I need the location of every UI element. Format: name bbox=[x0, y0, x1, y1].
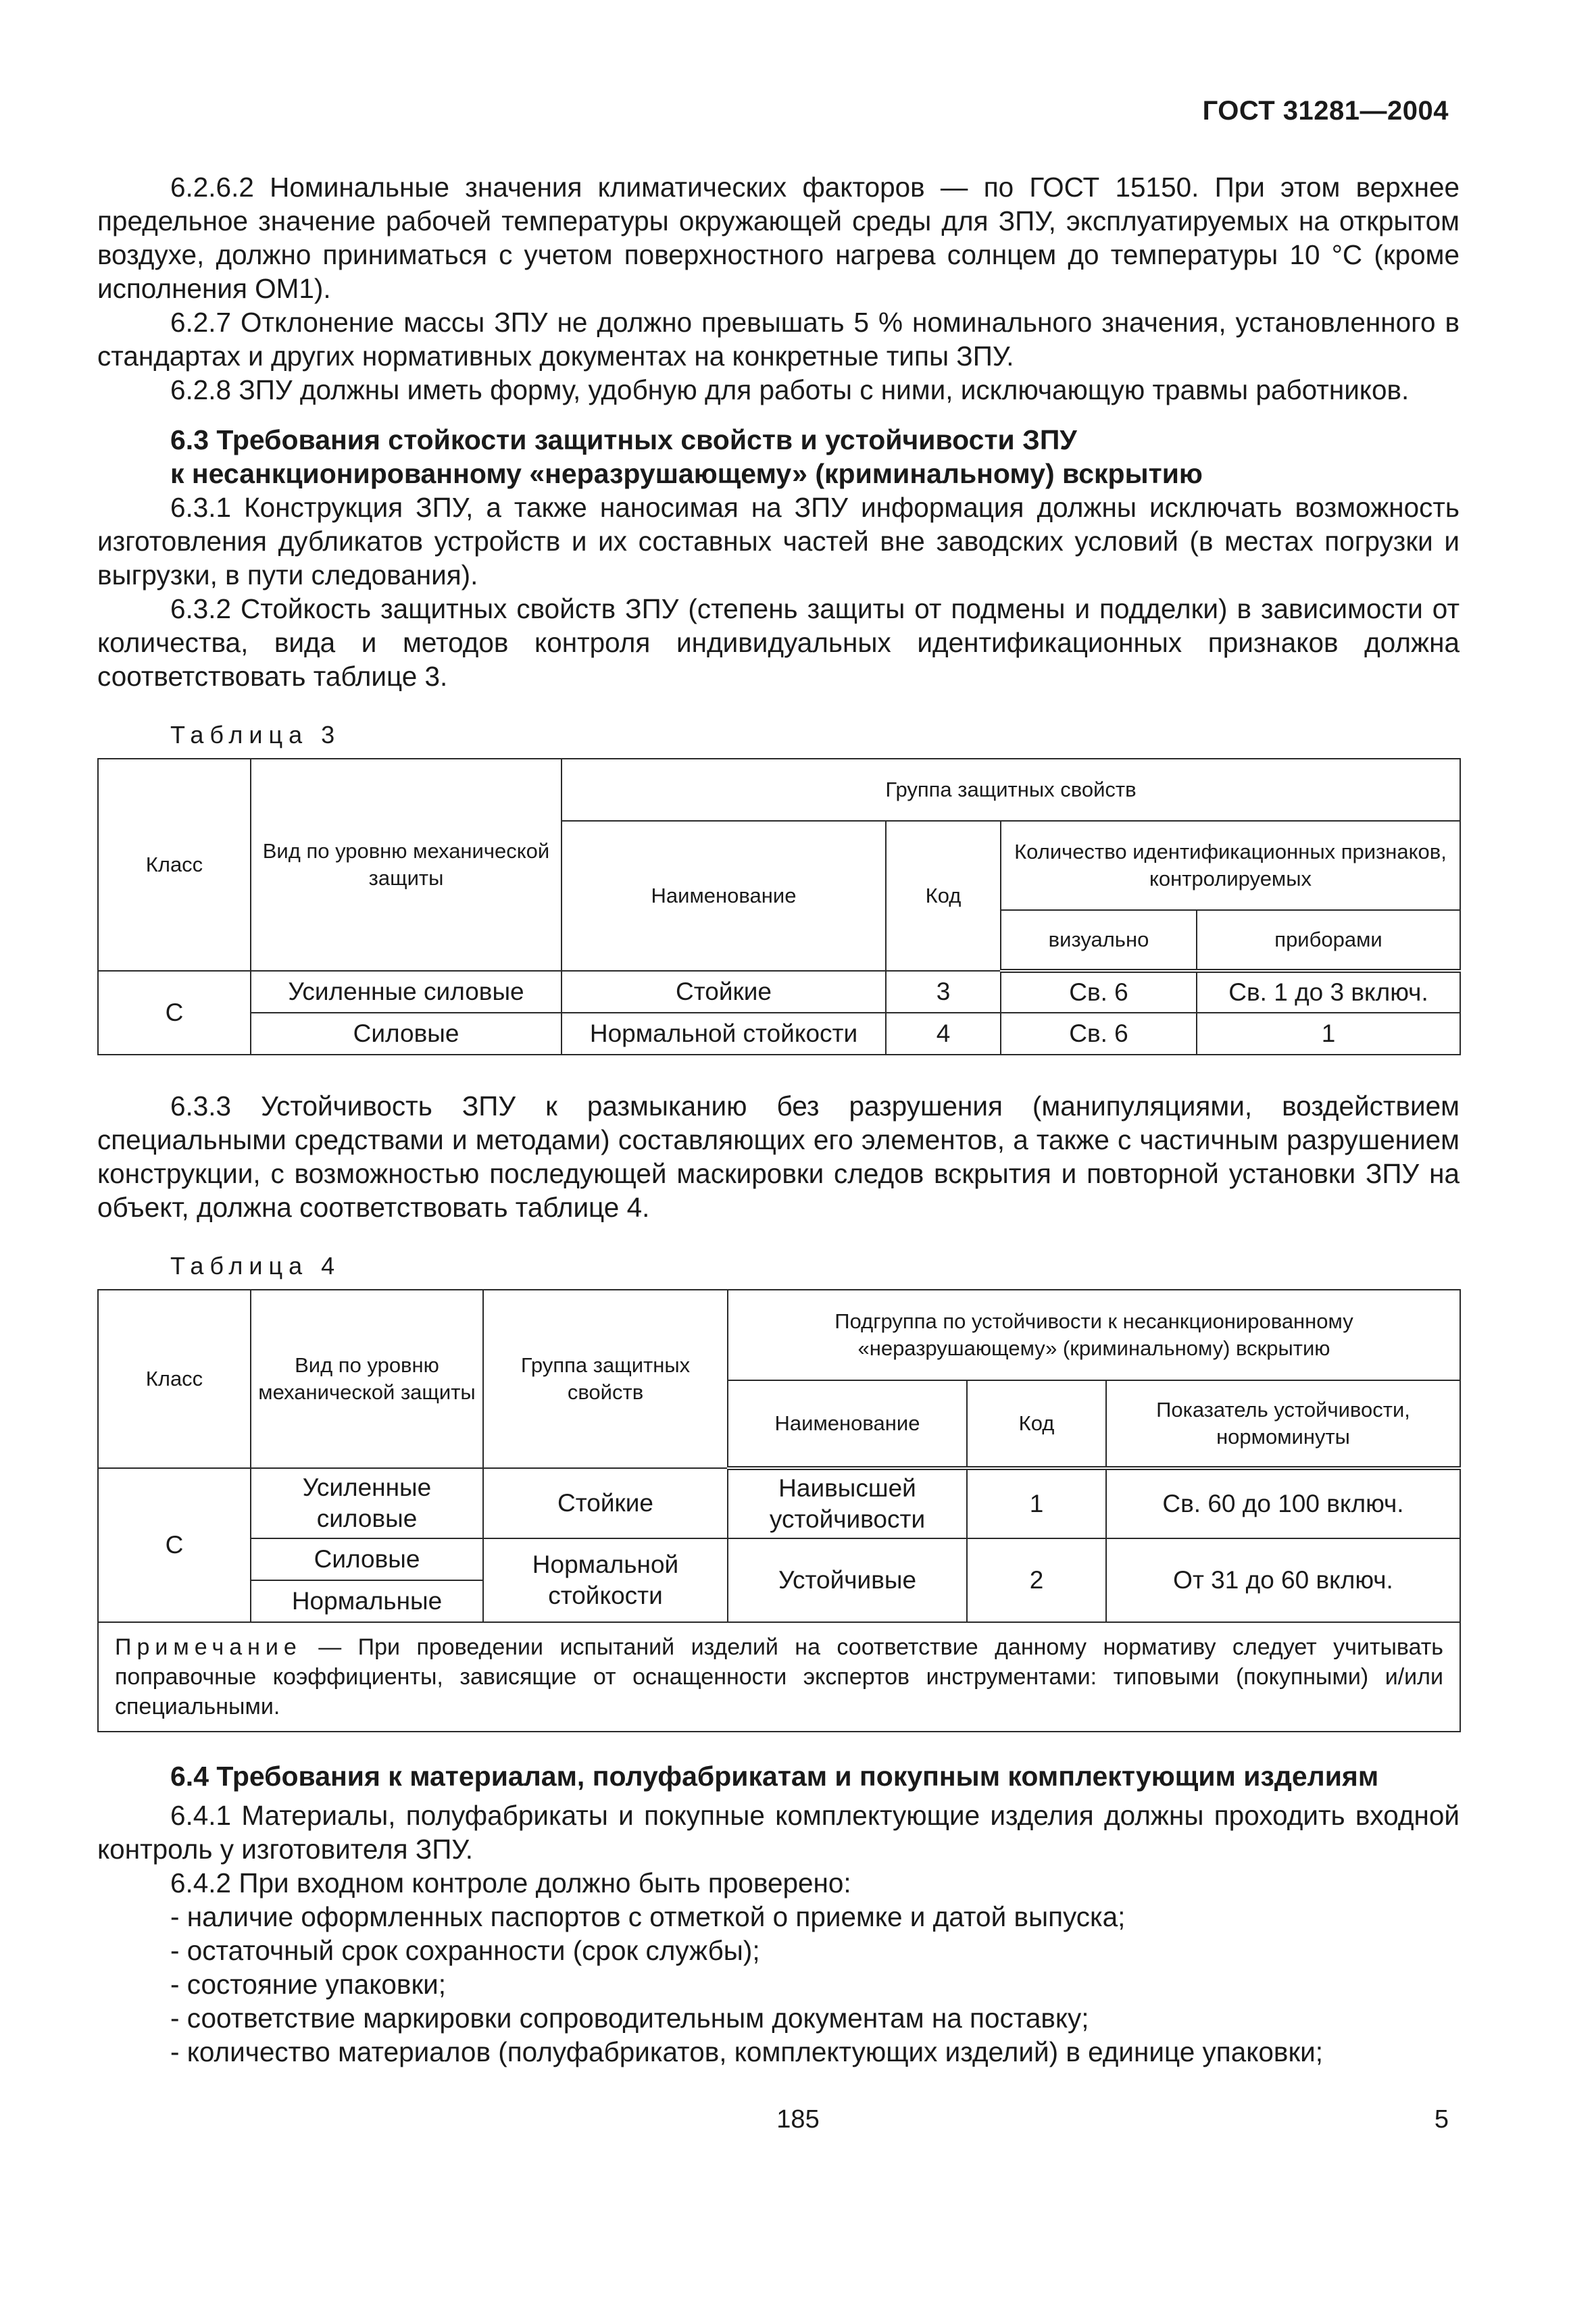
table-row bbox=[98, 971, 1460, 1013]
paragraph-6-2-8: 6.2.8 ЗПУ должны иметь форму, удобную для работы с ними, исключающую травмы работников. bbox=[170, 374, 1410, 405]
document-code-header: ГОСТ 31281—2004 bbox=[1202, 96, 1449, 126]
table4-cell: 1 bbox=[967, 1468, 1106, 1538]
table4-header-class: Класс bbox=[98, 1290, 251, 1468]
paragraph-6-3-1: 6.3.1 Конструкция ЗПУ, а также наносимая на ЗПУ информация должны исключать возможность изготовления дубликатов устройств и их составных частей вне заводских условий (в местах погрузки и выгрузки, в пути следования). bbox=[97, 492, 1460, 590]
table4-header-code: Код bbox=[967, 1380, 1106, 1468]
table-row bbox=[98, 1013, 1460, 1055]
list-item: - наличие оформленных паспортов с отметкой о приемке и датой выпуска; bbox=[170, 1901, 1126, 1932]
table3-cell: 3 bbox=[886, 971, 1001, 1013]
section-6-3-heading-line2: к несанкционированному «неразрушающему» (криминальному) вскрытию bbox=[170, 458, 1203, 489]
table3-cell: Стойкие bbox=[562, 971, 886, 1013]
paragraph-6-2-7: 6.2.7 Отклонение массы ЗПУ не должно превышать 5 % номинального значения, установленного в стандартах и других нормативных документах на конкретные типы ЗПУ. bbox=[97, 307, 1460, 372]
table3-cell: Усиленные силовые bbox=[251, 971, 562, 1013]
table4-class-cell: С bbox=[98, 1468, 251, 1622]
table-row bbox=[98, 1538, 1460, 1580]
table4-header-name: Наименование bbox=[728, 1380, 967, 1468]
list-item: - количество материалов (полуфабрикатов, комплектующих изделий) в единице упаковки; bbox=[170, 2036, 1324, 2067]
section-6-3-heading bbox=[97, 423, 1460, 491]
table3-header-group: Группа защитных свойств bbox=[562, 759, 1460, 821]
section-6-3-heading-line1: 6.3 Требования стойкости защитных свойств и устойчивости ЗПУ bbox=[170, 424, 1077, 455]
table-row bbox=[98, 1468, 1460, 1538]
table4-header-indicator: Показатель устойчивости, нормоминуты bbox=[1106, 1380, 1460, 1468]
table4-note bbox=[98, 1622, 1460, 1732]
table4-note-text: — При проведении испытаний изделий на соответствие данному нормативу следует учитывать поправочные коэффициенты, зависящие от оснащенности экспертов инструментами: типовыми (покупными) и/или специальными. bbox=[115, 1634, 1444, 1719]
table3-cell: Св. 1 до 3 включ. bbox=[1197, 971, 1460, 1013]
paragraph-6-3-3: 6.3.3 Устойчивость ЗПУ к размыканию без разрушения (манипуляциями, воздействием специальными средствами и методами) составляющих его элементов, а также с частичным разрушением конструкции, с возможностью последующей маскировки следов вскрытия и повторной установки ЗПУ на объект, должна соответствовать таблице 4. bbox=[97, 1090, 1460, 1223]
paragraph-6-2-6-2: 6.2.6.2 Номинальные значения климатических факторов — по ГОСТ 15150. При этом верхнее предельное значение рабочей температуры окружающей среды для ЗПУ, эксплуатируемых на открытом воздухе, должно приниматься с учетом поверхностного нагрева солнцем до температуры 10 °С (кроме исполнения ОМ1). bbox=[97, 172, 1460, 304]
page-number-right: 5 bbox=[1434, 2105, 1449, 2134]
table4-header-group: Группа защитных свойств bbox=[483, 1290, 728, 1468]
table3-header-visual: визуально bbox=[1001, 910, 1197, 971]
table4 bbox=[97, 1289, 1461, 1732]
table4-caption: Таблица 4 bbox=[170, 1252, 341, 1280]
table3-header-code: Код bbox=[886, 821, 1001, 971]
page-number-center: 185 bbox=[776, 2105, 820, 2134]
table3-header-name: Наименование bbox=[562, 821, 886, 971]
table4-cell: От 31 до 60 включ. bbox=[1106, 1538, 1460, 1622]
table3-header-kind: Вид по уровню механической защиты bbox=[251, 759, 562, 971]
table3-header-class: Класс bbox=[98, 759, 251, 971]
table3-caption: Таблица 3 bbox=[170, 721, 341, 749]
table3-class-cell: С bbox=[98, 971, 251, 1055]
table4-header-kind: Вид по уровню механической защиты bbox=[251, 1290, 483, 1468]
table3-cell: Силовые bbox=[251, 1013, 562, 1055]
table4-cell: Нормальные bbox=[251, 1580, 483, 1622]
table4-cell: Св. 60 до 100 включ. bbox=[1106, 1468, 1460, 1538]
table4-cell: Силовые bbox=[251, 1538, 483, 1580]
paragraph-6-3-2: 6.3.2 Стойкость защитных свойств ЗПУ (степень защиты от подмены и подделки) в зависимости от количества, вида и методов контроля индивидуальных идентификационных признаков должна соответствовать таблице 3. bbox=[97, 593, 1460, 692]
table4-cell: Усиленные силовые bbox=[251, 1468, 483, 1538]
table4-cell: Наивысшей устойчивости bbox=[728, 1468, 967, 1538]
table4-header-subgroup: Подгруппа по устойчивости к несанкционированному «неразрушающему» (криминальному) вскрытию bbox=[728, 1290, 1460, 1380]
table3-cell: 1 bbox=[1197, 1013, 1460, 1055]
table4-cell: Стойкие bbox=[483, 1468, 728, 1538]
table3-cell: 4 bbox=[886, 1013, 1001, 1055]
table3-cell: Св. 6 bbox=[1001, 971, 1197, 1013]
table4-cell: 2 bbox=[967, 1538, 1106, 1622]
table3-header-instruments: приборами bbox=[1197, 910, 1460, 971]
table4-note-label: Примечание bbox=[115, 1634, 302, 1660]
list-item: - соответствие маркировки сопроводительным документам на поставку; bbox=[170, 2003, 1089, 2034]
list-item: - остаточный срок сохранности (срок службы); bbox=[170, 1935, 760, 1966]
table3-cell: Св. 6 bbox=[1001, 1013, 1197, 1055]
document-body bbox=[97, 170, 1460, 2069]
table4-cell: Устойчивые bbox=[728, 1538, 967, 1622]
table3-cell: Нормальной стойкости bbox=[562, 1013, 886, 1055]
table3-header-count: Количество идентификационных признаков, контролируемых bbox=[1001, 821, 1460, 910]
table4-cell: Нормальной стойкости bbox=[483, 1538, 728, 1622]
list-item: - состояние упаковки; bbox=[170, 1969, 447, 2000]
section-6-4-heading: 6.4 Требования к материалам, полуфабрикатам и покупным комплектующим изделиям bbox=[170, 1761, 1379, 1792]
paragraph-6-4-2: 6.4.2 При входном контроле должно быть проверено: bbox=[170, 1867, 851, 1898]
paragraph-6-4-1: 6.4.1 Материалы, полуфабрикаты и покупные комплектующие изделия должны проходить входной контроль у изготовителя ЗПУ. bbox=[97, 1800, 1460, 1865]
table3 bbox=[97, 758, 1461, 1055]
